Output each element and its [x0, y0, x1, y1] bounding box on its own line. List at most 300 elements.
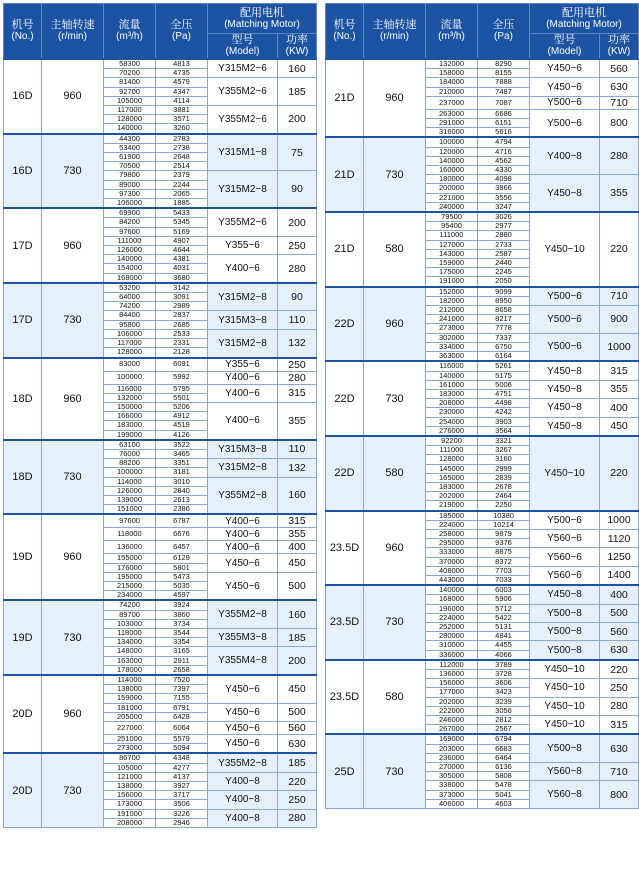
- motor-model: Y355M4−8: [208, 647, 278, 675]
- motor-power: 1400: [600, 566, 639, 585]
- pressure-value: 5473: [156, 572, 208, 581]
- fan-group: [326, 287, 639, 362]
- motor-power: 75: [278, 134, 317, 171]
- flow-value: 95800: [104, 320, 156, 329]
- pressure-value: 4098: [478, 175, 530, 184]
- flow-value: 150000: [104, 402, 156, 411]
- pressure-value: 4498: [478, 399, 530, 408]
- pressure-value: 2587: [478, 249, 530, 258]
- table-row: [326, 287, 639, 297]
- fan-number: 21D: [326, 137, 364, 212]
- fan-number: 20D: [4, 753, 42, 827]
- flow-value: 219000: [426, 501, 478, 511]
- fan-number: 22D: [326, 287, 364, 362]
- pressure-value: 3903: [478, 417, 530, 426]
- spindle-speed: 580: [364, 212, 426, 287]
- pressure-value: 3142: [156, 283, 208, 293]
- fan-spec-table: [325, 3, 639, 809]
- motor-model: Y400−6: [208, 528, 278, 541]
- motor-model: Y450−10: [530, 679, 600, 697]
- fan-group: [326, 585, 639, 660]
- pressure-value: 6750: [478, 342, 530, 351]
- pressure-value: 4347: [156, 87, 208, 96]
- motor-power: 200: [278, 208, 317, 236]
- pressure-value: 2128: [156, 348, 208, 358]
- pressure-value: 5433: [156, 208, 208, 218]
- motor-power: 710: [600, 287, 639, 306]
- motor-model: Y400−6: [208, 541, 278, 554]
- motor-model: Y315M2−8: [208, 329, 278, 357]
- pressure-value: 9099: [478, 287, 530, 297]
- motor-power: 630: [600, 734, 639, 762]
- fan-group: [326, 436, 639, 511]
- pressure-value: 2999: [478, 464, 530, 473]
- flow-value: 92200: [426, 436, 478, 446]
- motor-model: Y355−6: [208, 358, 278, 372]
- pressure-value: 3247: [478, 202, 530, 212]
- right-spec-table: [325, 3, 638, 809]
- motor-power: 132: [278, 459, 317, 477]
- pressure-value: 2840: [156, 486, 208, 495]
- motor-power: 250: [278, 236, 317, 254]
- motor-power: 355: [600, 380, 639, 398]
- motor-power: 200: [278, 106, 317, 134]
- fan-number: 20D: [4, 675, 42, 753]
- motor-power: 1000: [600, 333, 639, 361]
- pressure-value: 5906: [478, 595, 530, 604]
- pressure-value: 5261: [478, 361, 530, 371]
- flow-value: 210000: [426, 87, 478, 96]
- pressure-value: 5422: [478, 613, 530, 622]
- pressure-value: 3544: [156, 628, 208, 637]
- col-header-model: 型号 (Model): [530, 34, 600, 60]
- fan-group: [4, 358, 317, 440]
- table-row: [4, 753, 317, 763]
- flow-value: 105000: [104, 763, 156, 772]
- pressure-value: 2533: [156, 329, 208, 338]
- motor-power: 185: [278, 628, 317, 646]
- motor-model: Y450−10: [530, 436, 600, 511]
- pressure-value: 4644: [156, 246, 208, 255]
- pressure-value: 3506: [156, 800, 208, 809]
- table-row: [326, 660, 639, 670]
- flow-value: 70200: [104, 69, 156, 78]
- pressure-value: 2685: [156, 320, 208, 329]
- pressure-value: 2977: [478, 222, 530, 231]
- flow-value: 100000: [104, 371, 156, 384]
- flow-value: 333000: [426, 548, 478, 557]
- pressure-value: 3564: [478, 426, 530, 436]
- flow-value: 203000: [426, 744, 478, 753]
- pressure-value: 4907: [156, 236, 208, 245]
- motor-model: Y355M2−8: [208, 753, 278, 772]
- fan-group: [326, 511, 639, 586]
- flow-value: 258000: [426, 529, 478, 538]
- motor-power: 160: [278, 477, 317, 514]
- table-row: [326, 436, 639, 446]
- fan-number: 22D: [326, 436, 364, 511]
- motor-model: Y500−6: [530, 333, 600, 361]
- spindle-speed: 730: [42, 440, 104, 515]
- pressure-value: 4579: [156, 78, 208, 87]
- spindle-speed: 580: [364, 436, 426, 511]
- pressure-value: 7337: [478, 333, 530, 342]
- motor-power: 710: [600, 763, 639, 781]
- pressure-value: 3571: [156, 115, 208, 124]
- motor-power: 315: [600, 716, 639, 735]
- fan-group: [4, 208, 317, 283]
- spindle-speed: 730: [364, 361, 426, 436]
- pressure-value: 4455: [478, 641, 530, 650]
- flow-value: 163000: [104, 656, 156, 665]
- motor-power: 185: [278, 78, 317, 106]
- flow-value: 227000: [104, 722, 156, 735]
- col-header-speed: 主轴转速 (r/min): [364, 4, 426, 60]
- motor-model: Y355M2−6: [208, 208, 278, 236]
- motor-model: Y450−6: [208, 554, 278, 572]
- flow-value: 154000: [104, 264, 156, 273]
- pressure-value: 7778: [478, 324, 530, 333]
- motor-model: Y500−8: [530, 641, 600, 660]
- pressure-value: 2812: [478, 716, 530, 725]
- flow-value: 70500: [104, 162, 156, 171]
- flow-value: 199000: [104, 430, 156, 440]
- pressure-value: 5992: [156, 371, 208, 384]
- motor-power: 1250: [600, 548, 639, 566]
- flow-value: 53200: [104, 283, 156, 293]
- table-row: [4, 358, 317, 372]
- flow-value: 161000: [426, 380, 478, 389]
- fan-group: [326, 212, 639, 287]
- fan-group: [4, 675, 317, 753]
- pressure-value: 5035: [156, 581, 208, 590]
- pressure-value: 4330: [478, 166, 530, 175]
- fan-number: 21D: [326, 212, 364, 287]
- motor-power: 315: [278, 384, 317, 402]
- motor-model: Y450−6: [530, 78, 600, 96]
- motor-model: Y355M2−6: [208, 78, 278, 106]
- motor-model: Y560−8: [530, 781, 600, 809]
- pressure-value: 10214: [478, 520, 530, 529]
- flow-value: 86700: [104, 753, 156, 763]
- motor-model: Y450−8: [530, 585, 600, 604]
- pressure-value: 3260: [156, 124, 208, 134]
- motor-model: Y315M1−8: [208, 134, 278, 171]
- flow-value: 138000: [104, 685, 156, 694]
- motor-model: Y315M2−8: [208, 459, 278, 477]
- pressure-value: 3927: [156, 782, 208, 791]
- motor-model: Y500−8: [530, 622, 600, 640]
- col-header-power: 功率 (KW): [278, 34, 317, 60]
- motor-power: 280: [278, 809, 317, 827]
- flow-value: 64000: [104, 293, 156, 302]
- col-header-flow: 流量 (m³/h): [104, 4, 156, 60]
- table-row: [326, 361, 639, 371]
- flow-value: 246000: [426, 716, 478, 725]
- pressure-value: 3321: [478, 436, 530, 446]
- motor-power: 400: [600, 585, 639, 604]
- motor-model: Y400−6: [208, 255, 278, 283]
- pressure-value: 3181: [156, 468, 208, 477]
- motor-power: 200: [278, 647, 317, 675]
- fan-group: [4, 283, 317, 358]
- flow-value: 221000: [426, 193, 478, 202]
- flow-value: 267000: [426, 725, 478, 735]
- flow-value: 106000: [104, 329, 156, 338]
- pressure-value: 6136: [478, 763, 530, 772]
- flow-value: 182000: [426, 296, 478, 305]
- pressure-value: 4813: [156, 59, 208, 69]
- fan-group: [4, 600, 317, 675]
- motor-power: 132: [278, 329, 317, 357]
- flow-value: 166000: [104, 412, 156, 421]
- motor-power: 400: [278, 541, 317, 554]
- flow-value: 88200: [104, 459, 156, 468]
- flow-value: 236000: [426, 753, 478, 762]
- pressure-value: 2733: [478, 240, 530, 249]
- flow-value: 148000: [104, 647, 156, 656]
- pressure-value: 2065: [156, 189, 208, 198]
- motor-model: Y560−6: [530, 529, 600, 547]
- motor-power: 90: [278, 283, 317, 311]
- pressure-value: 4114: [156, 96, 208, 105]
- flow-value: 224000: [426, 520, 478, 529]
- spindle-speed: 580: [364, 660, 426, 735]
- motor-power: 560: [600, 59, 639, 78]
- pressure-value: 5169: [156, 227, 208, 236]
- flow-value: 74200: [104, 600, 156, 610]
- motor-power: 630: [600, 641, 639, 660]
- pressure-value: 4348: [156, 753, 208, 763]
- motor-power: 800: [600, 109, 639, 137]
- motor-model: Y315M3−8: [208, 440, 278, 459]
- motor-model: Y400−8: [530, 137, 600, 174]
- pressure-value: 2244: [156, 180, 208, 189]
- flow-value: 252000: [426, 622, 478, 631]
- flow-value: 44300: [104, 134, 156, 144]
- flow-value: 183000: [426, 389, 478, 398]
- motor-power: 400: [600, 399, 639, 417]
- motor-model: Y355M3−8: [208, 628, 278, 646]
- flow-value: 184000: [426, 78, 478, 87]
- spindle-speed: 730: [42, 753, 104, 827]
- flow-value: 373000: [426, 790, 478, 799]
- motor-power: 710: [600, 96, 639, 109]
- motor-power: 450: [278, 554, 317, 572]
- flow-value: 200000: [426, 184, 478, 193]
- table-row: [4, 134, 317, 144]
- flow-value: 175000: [426, 268, 478, 277]
- spindle-speed: 730: [364, 137, 426, 212]
- motor-power: 280: [278, 371, 317, 384]
- table-row: [326, 585, 639, 595]
- pressure-value: 7888: [478, 78, 530, 87]
- pressure-value: 2379: [156, 171, 208, 180]
- pressure-value: 4751: [478, 389, 530, 398]
- flow-value: 111000: [426, 446, 478, 455]
- pressure-value: 2613: [156, 495, 208, 504]
- motor-model: Y400−8: [208, 809, 278, 827]
- spindle-speed: 960: [364, 511, 426, 586]
- flow-value: 295000: [426, 539, 478, 548]
- flow-value: 111000: [104, 236, 156, 245]
- pressure-value: 3226: [156, 809, 208, 818]
- flow-value: 336000: [426, 650, 478, 660]
- motor-power: 355: [278, 528, 317, 541]
- flow-value: 140000: [426, 585, 478, 595]
- table-row: [326, 137, 639, 147]
- spindle-speed: 730: [42, 600, 104, 675]
- pressure-value: 4716: [478, 147, 530, 156]
- pressure-value: 3267: [478, 446, 530, 455]
- flow-value: 132000: [426, 59, 478, 69]
- flow-value: 111000: [426, 231, 478, 240]
- flow-value: 136000: [104, 541, 156, 554]
- motor-model: Y315M2−8: [208, 283, 278, 311]
- flow-value: 128000: [426, 455, 478, 464]
- table-row: [4, 208, 317, 218]
- motor-power: 450: [278, 675, 317, 703]
- pressure-value: 3522: [156, 440, 208, 450]
- pressure-value: 3680: [156, 273, 208, 283]
- pressure-value: 7520: [156, 675, 208, 685]
- pressure-value: 6091: [156, 358, 208, 372]
- flow-value: 202000: [426, 697, 478, 706]
- motor-power: 250: [278, 358, 317, 372]
- flow-value: 191000: [104, 809, 156, 818]
- pressure-value: 4381: [156, 255, 208, 264]
- pressure-value: 6003: [478, 585, 530, 595]
- pressure-value: 7087: [478, 96, 530, 109]
- spindle-speed: 960: [364, 59, 426, 137]
- flow-value: 173000: [104, 800, 156, 809]
- flow-value: 241000: [426, 315, 478, 324]
- flow-value: 156000: [426, 679, 478, 688]
- flow-value: 191000: [426, 277, 478, 287]
- pressure-value: 3026: [478, 212, 530, 222]
- pressure-value: 8290: [478, 59, 530, 69]
- fan-group: [4, 514, 317, 600]
- flow-value: 118000: [104, 628, 156, 637]
- pressure-value: 3881: [156, 106, 208, 115]
- col-header-no: 机号 (No.): [4, 4, 42, 60]
- pressure-value: 5041: [478, 790, 530, 799]
- flow-value: 370000: [426, 557, 478, 566]
- flow-value: 97600: [104, 514, 156, 528]
- fan-group: [4, 753, 317, 827]
- flow-value: 158000: [426, 69, 478, 78]
- pressure-value: 2911: [156, 656, 208, 665]
- pressure-value: 2658: [156, 665, 208, 675]
- motor-model: Y500−8: [530, 734, 600, 762]
- motor-model: Y355M2−6: [208, 106, 278, 134]
- motor-model: Y450−10: [530, 716, 600, 735]
- pressure-value: 2880: [478, 231, 530, 240]
- pressure-value: 3165: [156, 647, 208, 656]
- flow-value: 112000: [426, 660, 478, 670]
- pressure-value: 3056: [478, 706, 530, 715]
- fan-group: [326, 59, 639, 137]
- flow-value: 273000: [104, 744, 156, 754]
- pressure-value: 7397: [156, 685, 208, 694]
- flow-value: 145000: [426, 464, 478, 473]
- flow-value: 165000: [426, 473, 478, 482]
- flow-value: 156000: [104, 791, 156, 800]
- pressure-value: 2946: [156, 818, 208, 827]
- flow-value: 208000: [426, 399, 478, 408]
- pressure-value: 3734: [156, 619, 208, 628]
- pressure-value: 5579: [156, 735, 208, 744]
- pressure-value: 5006: [478, 380, 530, 389]
- flow-value: 83000: [104, 358, 156, 372]
- pressure-value: 5616: [478, 128, 530, 138]
- motor-power: 450: [600, 417, 639, 436]
- flow-value: 338000: [426, 781, 478, 790]
- flow-value: 97600: [104, 227, 156, 236]
- pressure-value: 3860: [156, 610, 208, 619]
- flow-value: 406000: [426, 799, 478, 808]
- pressure-value: 6686: [478, 109, 530, 118]
- flow-value: 237000: [426, 96, 478, 109]
- motor-model: Y315M2−8: [208, 171, 278, 208]
- table-row: [326, 734, 639, 744]
- motor-power: 500: [600, 604, 639, 622]
- flow-value: 89700: [104, 610, 156, 619]
- motor-power: 500: [278, 703, 317, 721]
- pressure-value: 8875: [478, 548, 530, 557]
- flow-value: 196000: [426, 604, 478, 613]
- pressure-value: 4066: [478, 650, 530, 660]
- col-header-power: 功率 (KW): [600, 34, 639, 60]
- flow-value: 84400: [104, 311, 156, 320]
- pressure-value: 3160: [478, 455, 530, 464]
- flow-value: 136000: [426, 670, 478, 679]
- flow-value: 155000: [104, 554, 156, 563]
- flow-value: 168000: [104, 273, 156, 283]
- flow-value: 443000: [426, 575, 478, 585]
- flow-value: 159000: [104, 694, 156, 703]
- flow-value: 105000: [104, 96, 156, 105]
- fan-number: 23.5D: [326, 511, 364, 586]
- table-row: [4, 59, 317, 69]
- motor-model: Y355M2−8: [208, 600, 278, 628]
- pressure-value: 6683: [478, 744, 530, 753]
- motor-model: Y400−6: [208, 402, 278, 439]
- flow-value: 152000: [426, 287, 478, 297]
- flow-value: 140000: [104, 255, 156, 264]
- motor-model: Y450−10: [530, 660, 600, 679]
- flow-value: 168000: [426, 595, 478, 604]
- pressure-value: 2050: [478, 277, 530, 287]
- motor-model: Y450−6: [208, 703, 278, 721]
- pressure-value: 4277: [156, 763, 208, 772]
- flow-value: 251000: [104, 735, 156, 744]
- flow-value: 363000: [426, 352, 478, 362]
- flow-value: 100000: [426, 137, 478, 147]
- fan-number: 17D: [4, 283, 42, 358]
- flow-value: 195000: [104, 572, 156, 581]
- fan-number: 17D: [4, 208, 42, 283]
- pressure-value: 3789: [478, 660, 530, 670]
- flow-value: 118000: [104, 528, 156, 541]
- pressure-value: 4137: [156, 772, 208, 781]
- flow-value: 138000: [104, 782, 156, 791]
- spindle-speed: 960: [364, 287, 426, 362]
- pressure-value: 2648: [156, 153, 208, 162]
- fan-number: 22D: [326, 361, 364, 436]
- pressure-value: 4794: [478, 137, 530, 147]
- flow-value: 69900: [104, 208, 156, 218]
